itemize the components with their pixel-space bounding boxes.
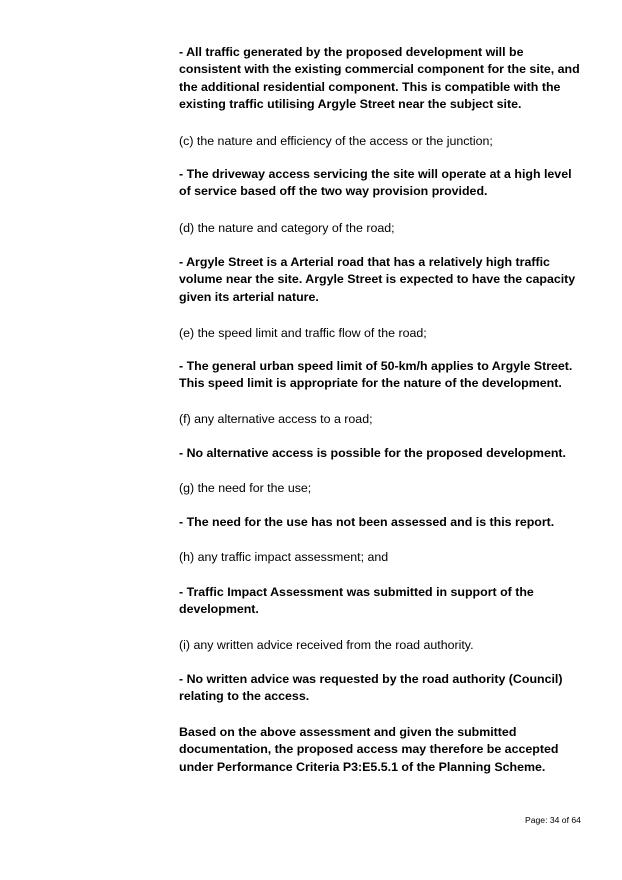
assessment-response-driveway-access: - The driveway access servicing the site will operate at a high level of service based off the two way provision provided. bbox=[179, 167, 572, 199]
assessment-conclusion: Based on the above assessment and given the submitted documentation, the proposed access may therefore be accepted under Performance Criteria P3:E5.5.1 of the Planning Scheme. bbox=[179, 725, 559, 774]
assessment-response-no-alternative-access: - No alternative access is possible for the proposed development. bbox=[179, 446, 566, 460]
assessment-response-no-written-advice: - No written advice was requested by the road authority (Council) relating to the access. bbox=[179, 672, 563, 704]
criterion-d-road-category: (d) the nature and category of the road; bbox=[179, 221, 395, 235]
page-number: Page: 34 of 64 bbox=[525, 815, 581, 825]
criterion-i-written-advice: (i) any written advice received from the road authority. bbox=[179, 638, 474, 652]
criterion-c-access-efficiency: (c) the nature and efficiency of the access or the junction; bbox=[179, 134, 493, 148]
assessment-response-need-for-use: - The need for the use has not been assessed and is this report. bbox=[179, 515, 555, 529]
criterion-g-need-for-use: (g) the need for the use; bbox=[179, 481, 312, 495]
criterion-e-speed-limit: (e) the speed limit and traffic flow of the road; bbox=[179, 326, 427, 340]
assessment-response-arterial-road: - Argyle Street is a Arterial road that has a relatively high traffic volume near the site. Argyle Street is expected to have the capacity given its arterial nature. bbox=[179, 255, 576, 304]
criterion-h-traffic-impact: (h) any traffic impact assessment; and bbox=[179, 550, 389, 564]
assessment-response-tia-submitted: - Traffic Impact Assessment was submitted in support of the development. bbox=[179, 585, 534, 617]
assessment-response-traffic-consistency: - All traffic generated by the proposed development will be consistent with the existing commercial component for the site, and the additional residential component. This is compatible with the existing traffic utilising Argyle Street near the subject site. bbox=[179, 45, 580, 112]
criterion-f-alternative-access: (f) any alternative access to a road; bbox=[179, 412, 373, 426]
assessment-response-speed-limit: - The general urban speed limit of 50-km/h applies to Argyle Street. This speed limit is appropriate for the nature of the development. bbox=[179, 359, 573, 391]
